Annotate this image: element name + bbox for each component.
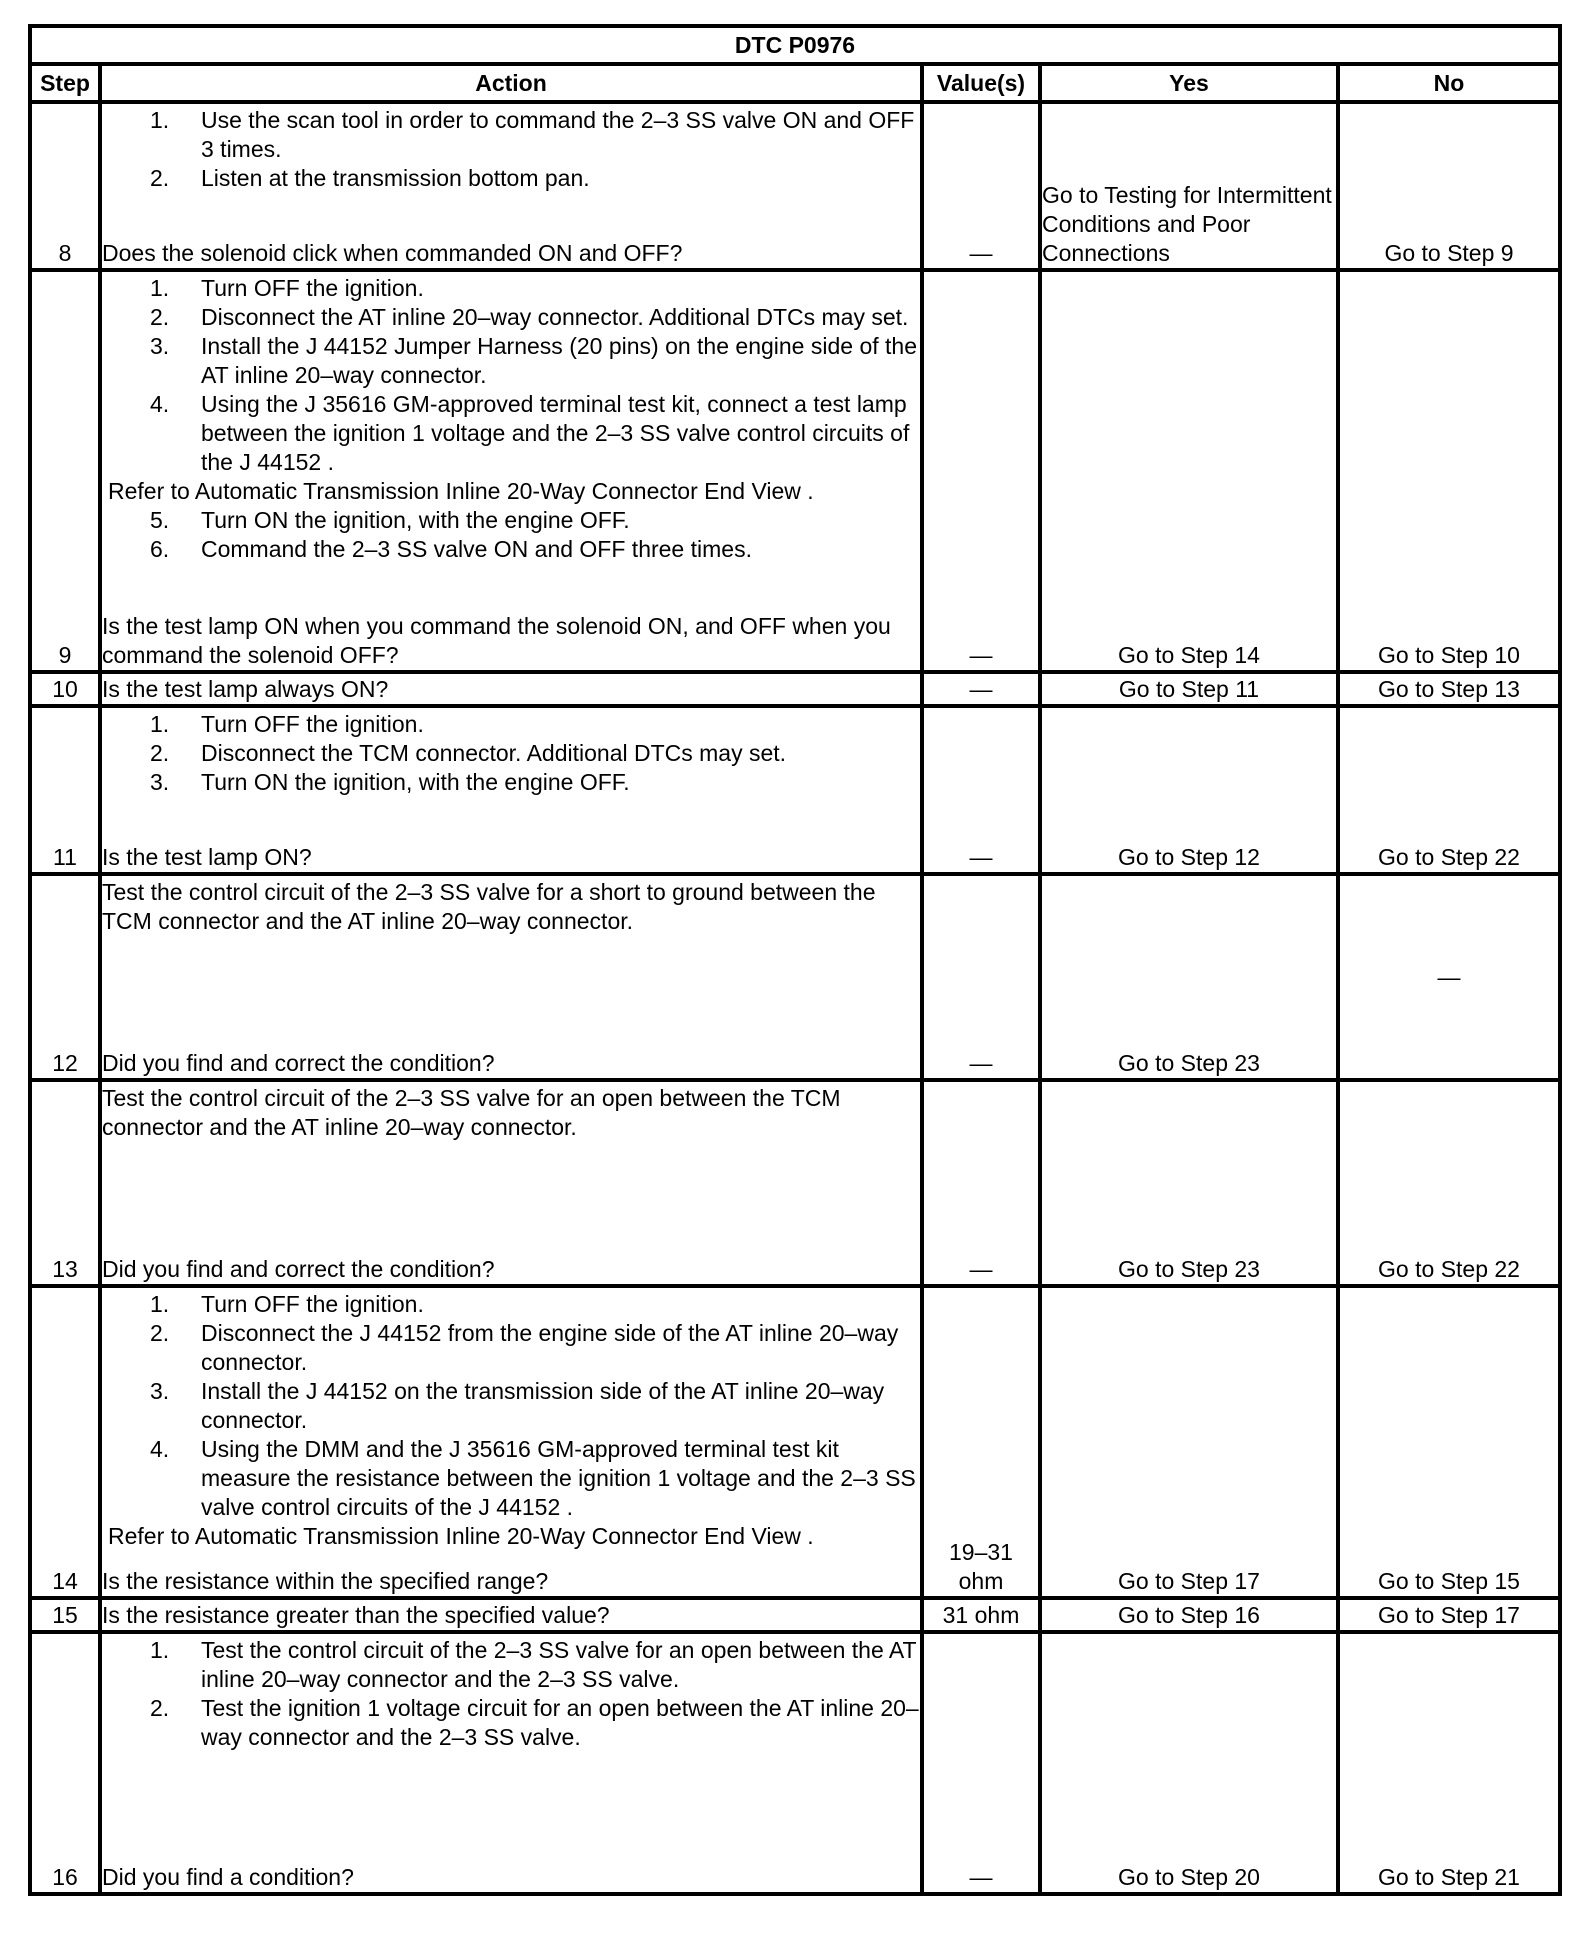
action-cell <box>100 706 922 874</box>
header-step: Step <box>30 64 100 102</box>
dtc-table <box>28 24 1562 1896</box>
action-item: 2. Disconnect the TCM connector. Additional DTCs may set. <box>150 740 787 766</box>
action-cell <box>100 874 922 1080</box>
no-cell: Go to Step 10 <box>1338 270 1560 672</box>
header-action: Action <box>100 64 922 102</box>
yes-cell: Go to Step 14 <box>1040 270 1338 672</box>
action-item: 3. Install the J 44152 on the transmission side of the AT inline 20–way connector. <box>150 1378 885 1433</box>
action-item: 2. Disconnect the AT inline 20–way connector. Additional DTCs may set. <box>150 304 909 330</box>
table-row <box>30 270 1560 672</box>
action-item: 2. Listen at the transmission bottom pan. <box>150 165 590 191</box>
header-yes: Yes <box>1040 64 1338 102</box>
value-cell: — <box>922 874 1040 1080</box>
action-item: 4. Using the DMM and the J 35616 GM-approved terminal test kit measure the resistance between the ignition 1 voltage and the 2–3 SS valve control circuits of the J 44152 . <box>150 1436 916 1520</box>
action-item: 1. Turn OFF the ignition. <box>150 275 424 301</box>
value-cell: — <box>922 1080 1040 1286</box>
yes-cell: Go to Step 12 <box>1040 706 1338 874</box>
table-row <box>30 874 1560 1080</box>
no-cell: Go to Step 9 <box>1338 102 1560 270</box>
action-item: 5. Turn ON the ignition, with the engine OFF. <box>150 507 630 533</box>
action-item: 3. Turn ON the ignition, with the engine OFF. <box>150 769 630 795</box>
step-number: 9 <box>30 270 100 672</box>
table-row <box>30 102 1560 270</box>
action-question: Did you find a condition? <box>102 1864 354 1890</box>
action-cell <box>100 270 922 672</box>
yes-cell: Go to Step 11 <box>1040 672 1338 706</box>
action-item: 6. Command the 2–3 SS valve ON and OFF three times. <box>150 536 752 562</box>
action-question: Is the resistance within the specified range? <box>102 1568 549 1594</box>
table-row <box>30 672 1560 706</box>
no-cell: Go to Step 22 <box>1338 1080 1560 1286</box>
action-list <box>102 1290 920 1522</box>
header-row <box>30 64 1560 102</box>
action-question: Is the test lamp ON? <box>102 844 312 870</box>
action-question: Is the resistance greater than the specified value? <box>102 1601 610 1628</box>
action-item: 1. Use the scan tool in order to command the 2–3 SS valve ON and OFF 3 times. <box>150 107 915 162</box>
action-item: 2. Disconnect the J 44152 from the engine side of the AT inline 20–way connector. <box>150 1320 899 1375</box>
step-number: 14 <box>30 1286 100 1598</box>
action-cell <box>100 1598 922 1632</box>
value-cell: — <box>922 672 1040 706</box>
action-item: 1. Turn OFF the ignition. <box>150 1291 424 1317</box>
yes-cell: Go to Step 23 <box>1040 1080 1338 1286</box>
step-number: 11 <box>30 706 100 874</box>
action-cell <box>100 1632 922 1894</box>
step-number: 10 <box>30 672 100 706</box>
action-question: Does the solenoid click when commanded ON and OFF? <box>102 240 683 266</box>
step-number: 13 <box>30 1080 100 1286</box>
action-question: Did you find and correct the condition? <box>102 1050 495 1076</box>
table-row <box>30 706 1560 874</box>
reference-note: Refer to Automatic Transmission Inline 20-Way Connector End View . <box>108 478 814 504</box>
table-row <box>30 1080 1560 1286</box>
step-number: 16 <box>30 1632 100 1894</box>
reference-note: Refer to Automatic Transmission Inline 20-Way Connector End View . <box>108 1523 814 1549</box>
action-cell <box>100 1286 922 1598</box>
value-cell: 31 ohm <box>922 1598 1040 1632</box>
title-row <box>30 26 1560 64</box>
action-item: 1. Test the control circuit of the 2–3 SS valve for an open between the AT inline 20–way connector and the 2–3 SS valve. <box>150 1637 917 1692</box>
action-item: 4. Using the J 35616 GM-approved terminal test kit, connect a test lamp between the ignition 1 voltage and the 2–3 SS valve control circuits of the J 44152 . <box>150 391 910 475</box>
value-cell: — <box>922 706 1040 874</box>
action-text: Test the control circuit of the 2–3 SS valve for a short to ground between the TCM connector and the AT inline 20–way connector. <box>102 879 876 934</box>
value-cell: 19–31 ohm <box>922 1286 1040 1598</box>
action-item: 1. Turn OFF the ignition. <box>150 711 424 737</box>
table-title: DTC P0976 <box>30 26 1560 64</box>
action-list <box>102 274 920 477</box>
action-question: Is the test lamp ON when you command the solenoid ON, and OFF when you command the solenoid OFF? <box>102 613 891 668</box>
value-cell: — <box>922 102 1040 270</box>
table-row <box>30 1632 1560 1894</box>
yes-cell: Go to Step 23 <box>1040 874 1338 1080</box>
action-item: 2. Test the ignition 1 voltage circuit for an open between the AT inline 20–way connector and the 2–3 SS valve. <box>150 1695 919 1750</box>
no-cell: Go to Step 17 <box>1338 1598 1560 1632</box>
table-row <box>30 1286 1560 1598</box>
action-item: 3. Install the J 44152 Jumper Harness (20 pins) on the engine side of the AT inline 20–way connector. <box>150 333 917 388</box>
action-list <box>102 106 920 193</box>
step-number: 15 <box>30 1598 100 1632</box>
step-number: 8 <box>30 102 100 270</box>
header-values: Value(s) <box>922 64 1040 102</box>
no-cell: Go to Step 22 <box>1338 706 1560 874</box>
no-cell: Go to Step 21 <box>1338 1632 1560 1894</box>
action-cell <box>100 1080 922 1286</box>
no-cell: Go to Step 15 <box>1338 1286 1560 1598</box>
action-cell <box>100 672 922 706</box>
table-row <box>30 1598 1560 1632</box>
action-list <box>102 710 920 797</box>
value-cell: — <box>922 270 1040 672</box>
action-list <box>102 506 920 564</box>
action-list <box>102 1636 920 1752</box>
step-number: 12 <box>30 874 100 1080</box>
no-cell: Go to Step 13 <box>1338 672 1560 706</box>
yes-cell: Go to Step 17 <box>1040 1286 1338 1598</box>
action-text: Test the control circuit of the 2–3 SS valve for an open between the TCM connector and the AT inline 20–way connector. <box>102 1085 841 1140</box>
value-cell: — <box>922 1632 1040 1894</box>
yes-cell: Go to Step 16 <box>1040 1598 1338 1632</box>
yes-cell: Go to Step 20 <box>1040 1632 1338 1894</box>
header-no: No <box>1338 64 1560 102</box>
action-question: Is the test lamp always ON? <box>102 675 389 702</box>
action-cell <box>100 102 922 270</box>
no-cell: — <box>1338 874 1560 1080</box>
action-question: Did you find and correct the condition? <box>102 1256 495 1282</box>
yes-cell: Go to Testing for Intermittent Conditions and Poor Connections <box>1040 102 1338 270</box>
